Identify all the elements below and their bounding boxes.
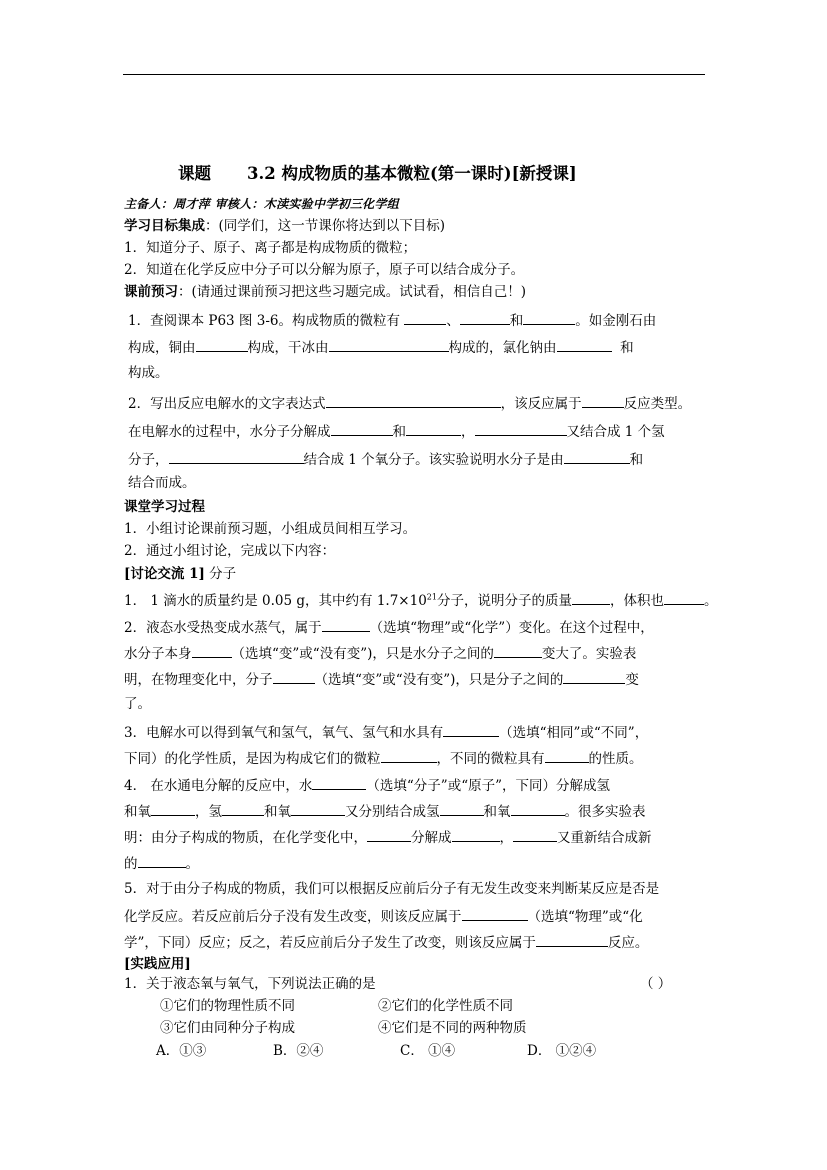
answer-blank[interactable] [291, 801, 345, 816]
text: 构成，干冰由 [247, 340, 329, 356]
text: 又重新结合成新 [557, 830, 652, 846]
answer-blank[interactable] [222, 801, 264, 816]
goals-heading-line [124, 217, 445, 235]
text: 和氧 [483, 804, 511, 820]
d4-line2 [124, 801, 646, 821]
answer-blank[interactable] [564, 449, 630, 464]
goal-item: 2．知道在化学反应中分子可以分解为原子，原子可以结合成分子。 [124, 262, 525, 278]
title-label: 课题 [178, 164, 211, 183]
text: 的 [124, 856, 138, 872]
discussion-topic: 分子 [204, 566, 237, 582]
d1-line [124, 590, 717, 610]
preview-q2-line2 [128, 421, 665, 441]
text: 的性质。 [588, 751, 643, 767]
answer-blank[interactable] [322, 617, 370, 632]
answer-blank[interactable] [494, 643, 542, 658]
preview-heading-line [124, 283, 526, 301]
answer-blank[interactable] [138, 853, 186, 868]
text: 和 [509, 313, 524, 329]
answer-blank[interactable] [329, 337, 449, 352]
text: 4． 在水通电分解的反应中，水 [124, 778, 313, 794]
text: ， [461, 424, 475, 440]
choice-d[interactable]: D． ①②④ [527, 1043, 597, 1059]
practice-q1-stem: 1．关于液态氧与氧气，下列说法正确的是 [124, 976, 376, 992]
answer-blank[interactable] [523, 310, 575, 325]
answer-blank[interactable] [462, 906, 528, 921]
answer-blank[interactable] [452, 827, 500, 842]
d2-line3 [124, 669, 639, 689]
answer-blank[interactable] [367, 827, 411, 842]
d4-line4 [124, 853, 199, 873]
text: ，氢 [195, 804, 222, 820]
text: ，体积也 [609, 593, 664, 609]
text: 反应类型。 [623, 396, 692, 412]
answer-blank[interactable] [196, 337, 248, 352]
text: 下同）的化学性质，是因为构成它们的微粒 [124, 751, 381, 767]
answer-blank[interactable] [192, 643, 232, 658]
text: 。 [703, 593, 718, 609]
text: （选填“变”或“没有变”)，只是水分子之间的 [231, 646, 494, 662]
text: ，不同的微粒具有 [436, 751, 545, 767]
d3-line2 [124, 748, 643, 768]
text: 化学反应。若反应前后分子没有发生改变，则该反应属于 [124, 909, 462, 925]
answer-blank[interactable] [536, 932, 608, 947]
byline: 主备人：周才萍 审核人：木渎实验中学初三化学组 [124, 197, 400, 211]
d2-line1 [124, 617, 654, 637]
d2-line4: 了。 [124, 696, 151, 712]
preview-note: ：(请通过课前预习把这些习题完成。试试看，相信自己！) [178, 284, 527, 300]
answer-blank[interactable] [475, 421, 567, 436]
answer-blank[interactable] [440, 801, 484, 816]
answer-blank[interactable] [151, 801, 195, 816]
classroom-step: 2．通过小组讨论，完成以下内容： [124, 543, 336, 559]
text: 、 [446, 313, 460, 329]
text: 2．写出反应电解水的文字表达式 [128, 396, 326, 412]
text: 明，在物理变化中，分子 [124, 672, 273, 688]
answer-blank[interactable] [406, 421, 461, 436]
text: （选填“变”或“没有变”)，只是分子之间的 [314, 672, 564, 688]
choice-b[interactable]: B．②④ [273, 1043, 324, 1059]
goals-heading: 学习目标集成 [124, 218, 205, 234]
text: 1．查阅课本 P63 图 3-6。构成物质的微粒有 [128, 313, 400, 329]
text: 和 [620, 340, 634, 356]
text: 分解成 [411, 830, 452, 846]
discussion-heading-line [124, 565, 236, 583]
text: 构成的，氯化钠由 [448, 340, 557, 356]
answer-paren[interactable]: （ ） [640, 976, 672, 992]
discussion-heading: [讨论交流 1] [124, 566, 205, 582]
text: 。如金刚石由 [575, 313, 657, 329]
answer-blank[interactable] [312, 775, 366, 790]
text: 分子，说明分子的质量 [436, 593, 572, 609]
answer-blank[interactable] [513, 827, 557, 842]
answer-blank[interactable] [326, 393, 501, 408]
option-item: ④它们是不同的两种物质 [378, 1020, 527, 1036]
preview-q2-line3 [128, 449, 643, 469]
choice-c[interactable]: C． ①④ [400, 1043, 456, 1059]
d5-line2 [124, 906, 643, 926]
text: 在电解水的过程中，水分子分解成 [128, 424, 331, 440]
d2-line2 [124, 643, 636, 663]
text: 分子， [128, 452, 169, 468]
text: 变 [625, 672, 639, 688]
practice-heading: [实践应用] [124, 956, 191, 972]
d4-line3 [124, 827, 652, 847]
choice-a[interactable]: A．①③ [156, 1043, 207, 1059]
text: （选填“相同”或“不同”， [499, 725, 649, 741]
text: 构成，铜由 [128, 340, 196, 356]
text: 反应。 [607, 935, 649, 951]
preview-q2-line4: 结合而成。 [128, 475, 196, 491]
preview-heading: 课前预习 [124, 284, 178, 300]
goals-note: ：(同学们，这一节课你将达到以下目标) [205, 218, 446, 234]
answer-blank[interactable] [582, 393, 624, 408]
d5-line3 [124, 932, 648, 952]
option-item: ②它们的化学性质不同 [378, 998, 513, 1014]
text: ，该反应属于 [500, 396, 582, 412]
text: （选填“分子”或“原子”，下同）分解成氢 [366, 778, 610, 794]
text: 。很多实验表 [564, 804, 646, 820]
text: 结合成 1 个氧分子。该实验说明水分子是由 [303, 452, 564, 468]
text: 水分子本身 [124, 646, 192, 662]
text: 变大了。实验表 [541, 646, 637, 662]
answer-blank[interactable] [563, 669, 625, 684]
text: 又分别结合成氢 [345, 804, 440, 820]
text: 和氧 [264, 804, 291, 820]
preview-q1-line3: 构成。 [128, 365, 169, 381]
preview-q1-line2 [128, 337, 634, 357]
exponent: 21 [426, 592, 437, 602]
d5-line1: 5．对于由分子构成的物质，我们可以根据反应前后分子有无发生改变来判断某反应是否是 [124, 881, 660, 897]
preview-q2-line1 [128, 393, 691, 413]
answer-blank[interactable] [664, 590, 704, 605]
header-rule [123, 74, 705, 75]
text: 和 [392, 424, 406, 440]
d4-line1 [124, 775, 610, 795]
text: 。 [185, 856, 199, 872]
text: 1． 1 滴水的质量约是 0.05 g，其中约有 1.7×10 [124, 593, 427, 609]
answer-blank[interactable] [511, 801, 565, 816]
text: ， [499, 830, 513, 846]
answer-blank[interactable] [273, 669, 315, 684]
answer-blank[interactable] [169, 449, 304, 464]
answer-blank[interactable] [443, 722, 499, 737]
classroom-heading: 课堂学习过程 [124, 499, 205, 515]
text: 和氧 [124, 804, 151, 820]
page-title [178, 160, 577, 184]
text: 3．电解水可以得到氧气和氢气，氧气、氢气和水具有 [124, 725, 444, 741]
text: 又结合成 1 个氢 [566, 424, 665, 440]
option-item: ①它们的物理性质不同 [160, 998, 295, 1014]
option-item: ③它们由同种分子构成 [160, 1020, 295, 1036]
text: 学”，下同）反应；反之，若反应前后分子发生了改变，则该反应属于 [124, 935, 536, 951]
title-text: 3.2 构成物质的基本微粒(第一课时)[新授课] [247, 164, 577, 183]
text: （选填“物理”或“化 [527, 909, 643, 925]
text: 和 [629, 452, 644, 468]
answer-blank[interactable] [460, 310, 510, 325]
d3-line1 [124, 722, 648, 742]
answer-blank[interactable] [572, 590, 610, 605]
text: 明：由分子构成的物质，在化学变化中， [124, 830, 367, 846]
answer-blank[interactable] [381, 748, 437, 763]
classroom-step: 1．小组讨论课前预习题，小组成员间相互学习。 [124, 521, 417, 537]
answer-blank[interactable] [331, 421, 393, 436]
answer-blank[interactable] [557, 337, 612, 352]
goal-item: 1．知道分子、原子、离子都是构成物质的微粒； [124, 240, 417, 256]
answer-blank[interactable] [545, 748, 589, 763]
answer-blank[interactable] [404, 310, 446, 325]
text: 2．液态水受热变成水蒸气，属于 [124, 620, 322, 636]
preview-q1-line1 [128, 310, 656, 330]
text: （选填“物理”或“化学”）变化。在这个过程中， [369, 620, 654, 636]
